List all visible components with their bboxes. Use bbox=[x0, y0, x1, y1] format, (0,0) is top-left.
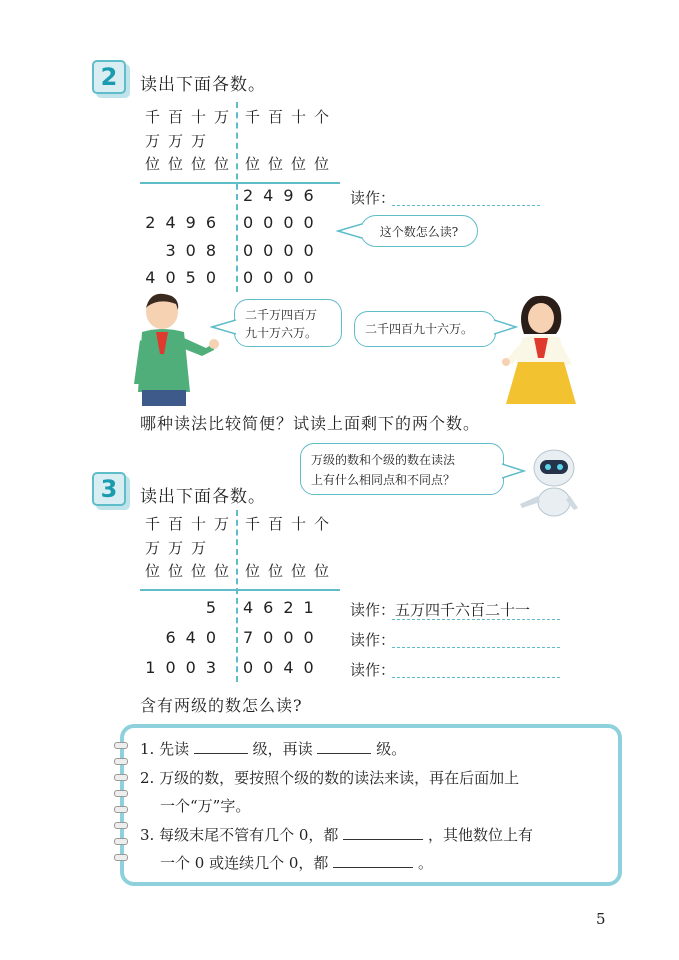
exercise-3-footer: 含有两级的数怎么读? bbox=[140, 696, 303, 715]
page-number: 5 bbox=[596, 910, 606, 928]
robot-illustration-icon bbox=[516, 446, 582, 520]
place-header-ge-row1: 千百十个 bbox=[245, 108, 338, 126]
binder-ring-icon bbox=[114, 758, 128, 765]
question-bubble-tail bbox=[336, 222, 362, 240]
answer-line-1[interactable] bbox=[392, 619, 560, 620]
binder-ring-icon bbox=[114, 806, 128, 813]
binder-ring-icon bbox=[114, 854, 128, 861]
exercise-2-badge: 2 bbox=[92, 60, 126, 94]
read-label: 读作： bbox=[350, 189, 396, 207]
place-header-wan-row2: 万万万 bbox=[145, 132, 215, 150]
girl-speech-bubble: 二千四百九十六万。 bbox=[354, 311, 496, 347]
binder-ring-icon bbox=[114, 742, 128, 749]
blank-4[interactable] bbox=[333, 853, 413, 868]
binder-ring-icon bbox=[114, 838, 128, 845]
place-header-wan-row3: 位位位位 bbox=[145, 562, 238, 580]
rule-3-line-2: 一个 0 或连续几个 0，都 。 bbox=[160, 854, 433, 872]
number-row-2-wan: 640 bbox=[165, 628, 226, 647]
exercise-2-title: 读出下面各数。 bbox=[140, 75, 266, 95]
number-row-1-ge: 2496 bbox=[243, 186, 324, 205]
answer-line[interactable] bbox=[392, 205, 540, 206]
answer-line-2[interactable] bbox=[392, 647, 560, 648]
number-row-2-wan: 2496 bbox=[145, 213, 226, 232]
number-row-1-wan: 5 bbox=[205, 598, 226, 617]
place-header-wan-row1: 千百十万 bbox=[145, 108, 238, 126]
number-row-3-wan: 1003 bbox=[145, 658, 226, 677]
number-row-3-ge: 0040 bbox=[243, 658, 324, 677]
question-bubble: 这个数怎么读? bbox=[360, 215, 478, 247]
boy-bubble-tail bbox=[210, 318, 236, 336]
rule-2-line-2: 一个“万”字。 bbox=[160, 797, 251, 815]
robot-speech-bubble: 万级的数和个级的数在读法 上有什么相同点和不同点？ bbox=[300, 443, 504, 495]
place-header-ge-row3: 位位位位 bbox=[245, 562, 338, 580]
exercise-2-footer: 哪种读法比较简便？试读上面剩下的两个数。 bbox=[140, 414, 481, 433]
read-answer-3: 读作： bbox=[350, 661, 396, 679]
boy-illustration-icon bbox=[130, 292, 220, 406]
rule-1: 1. 先读 级，再读 级。 bbox=[140, 740, 407, 758]
binder-ring-icon bbox=[114, 774, 128, 781]
rule-3-line-1: 3. 每级末尾不管有几个 0，都 ，其他数位上有 bbox=[140, 826, 533, 844]
header-rule bbox=[140, 589, 340, 591]
level-divider bbox=[236, 102, 238, 292]
read-answer-2: 读作： bbox=[350, 631, 396, 649]
exercise-3-badge: 3 bbox=[92, 472, 126, 506]
place-header-ge-row1: 千百十个 bbox=[245, 515, 338, 533]
place-header-wan-row2: 万万万 bbox=[145, 539, 215, 557]
boy-speech-bubble: 二千万四百万 九十万六万。 bbox=[234, 299, 342, 347]
read-answer-1: 读作：五万四千六百二十一 bbox=[350, 601, 531, 619]
binder-ring-icon bbox=[114, 822, 128, 829]
number-row-3-ge: 0000 bbox=[243, 241, 324, 260]
number-row-1-ge: 4621 bbox=[243, 598, 324, 617]
place-header-wan-row1: 千百十万 bbox=[145, 515, 238, 533]
level-divider bbox=[236, 510, 238, 682]
header-rule bbox=[140, 182, 340, 184]
place-header-ge-row3: 位位位位 bbox=[245, 155, 338, 173]
number-row-2-ge: 0000 bbox=[243, 213, 324, 232]
answer-line-3[interactable] bbox=[392, 677, 560, 678]
binder-ring-icon bbox=[114, 790, 128, 797]
girl-illustration-icon bbox=[500, 294, 582, 406]
blank-2[interactable] bbox=[317, 739, 371, 754]
number-row-3-wan: 308 bbox=[165, 241, 226, 260]
number-row-4-wan: 4050 bbox=[145, 268, 226, 287]
number-row-4-ge: 0000 bbox=[243, 268, 324, 287]
rule-2-line-1: 2. 万级的数，要按照个级的数的读法来读，再在后面加上 bbox=[140, 769, 520, 787]
exercise-3-title: 读出下面各数。 bbox=[140, 487, 266, 507]
place-header-wan-row3: 位位位位 bbox=[145, 155, 238, 173]
number-row-2-ge: 7000 bbox=[243, 628, 324, 647]
blank-3[interactable] bbox=[343, 825, 423, 840]
blank-1[interactable] bbox=[194, 739, 248, 754]
